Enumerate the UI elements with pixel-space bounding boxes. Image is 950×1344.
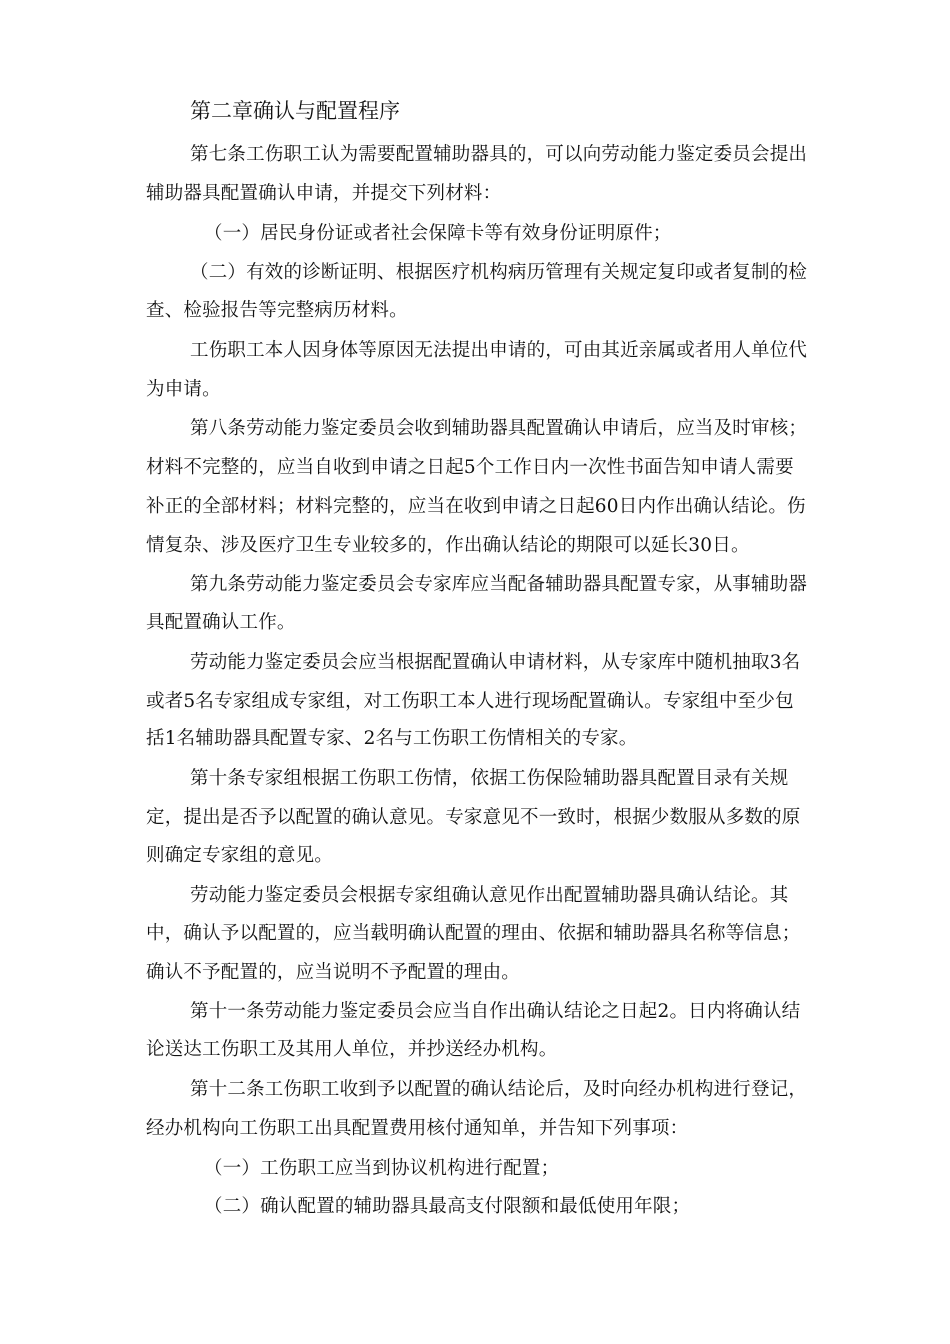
text-line: 论送达工伤职工及其用人单位，并抄送经办机构。 [146, 1039, 558, 1060]
text-line: 辅助器具配置确认申请，并提交下列材料： [146, 183, 502, 204]
text-line: 为申请。 [146, 379, 221, 400]
text-line: 情复杂、涉及医疗卫生专业较多的，作出确认结论的期限可以延长30日。 [146, 535, 750, 556]
text-line: 经办机构向工伤职工出具配置费用核付通知单，并告知下列事项： [146, 1118, 689, 1139]
text-line: 第十二条工伤职工收到予以配置的确认结论后，及时向经办机构进行登记， [190, 1079, 808, 1100]
chapter-heading: 第二章确认与配置程序 [190, 99, 400, 123]
text-line: （二）确认配置的辅助器具最高支付限额和最低使用年限； [204, 1196, 691, 1217]
text-line: 工伤职工本人因身体等原因无法提出申请的，可由其近亲属或者用人单位代 [190, 340, 808, 361]
text-line: 则确定专家组的意见。 [146, 845, 334, 866]
text-line: 具配置确认工作。 [146, 612, 296, 633]
text-line: 材料不完整的，应当自收到申请之日起5个工作日内一次性书面告知申请人需要 [146, 457, 794, 478]
text-line: 查、检验报告等完整病历材料。 [146, 300, 408, 321]
text-line: （二）有效的诊断证明、根据医疗机构病历管理有关规定复印或者复制的检 [190, 262, 808, 283]
text-line: 第七条工伤职工认为需要配置辅助器具的，可以向劳动能力鉴定委员会提出 [190, 144, 808, 165]
text-line: 补正的全部材料；材料完整的，应当在收到申请之日起60日内作出确认结论。伤 [146, 496, 806, 517]
text-line: 定，提出是否予以配置的确认意见。专家意见不一致时，根据少数服从多数的原 [146, 807, 801, 828]
text-line: 括1名辅助器具配置专家、2名与工伤职工伤情相关的专家。 [146, 728, 638, 749]
text-line: 或者5名专家组成专家组，对工伤职工本人进行现场配置确认。专家组中至少包 [146, 691, 794, 712]
text-line: 劳动能力鉴定委员会根据专家组确认意见作出配置辅助器具确认结论。其 [190, 885, 789, 906]
text-line: 第十一条劳动能力鉴定委员会应当自作出确认结论之日起2。日内将确认结 [190, 1001, 801, 1022]
text-line: 中，确认予以配置的，应当载明确认配置的理由、依据和辅助器具名称等信息； [146, 923, 801, 944]
text-line: （一）工伤职工应当到协议机构进行配置； [204, 1158, 560, 1179]
text-line: 第九条劳动能力鉴定委员会专家库应当配备辅助器具配置专家，从事辅助器 [190, 574, 808, 595]
text-line: 第十条专家组根据工伤职工伤情，依据工伤保险辅助器具配置目录有关规 [190, 768, 789, 789]
text-line: 确认不予配置的，应当说明不予配置的理由。 [146, 962, 521, 983]
text-line: （一）居民身份证或者社会保障卡等有效身份证明原件； [204, 223, 672, 244]
text-line: 第八条劳动能力鉴定委员会收到辅助器具配置确认申请后，应当及时审核； [190, 418, 808, 439]
text-line: 劳动能力鉴定委员会应当根据配置确认申请材料，从专家库中随机抽取3名 [190, 652, 801, 673]
